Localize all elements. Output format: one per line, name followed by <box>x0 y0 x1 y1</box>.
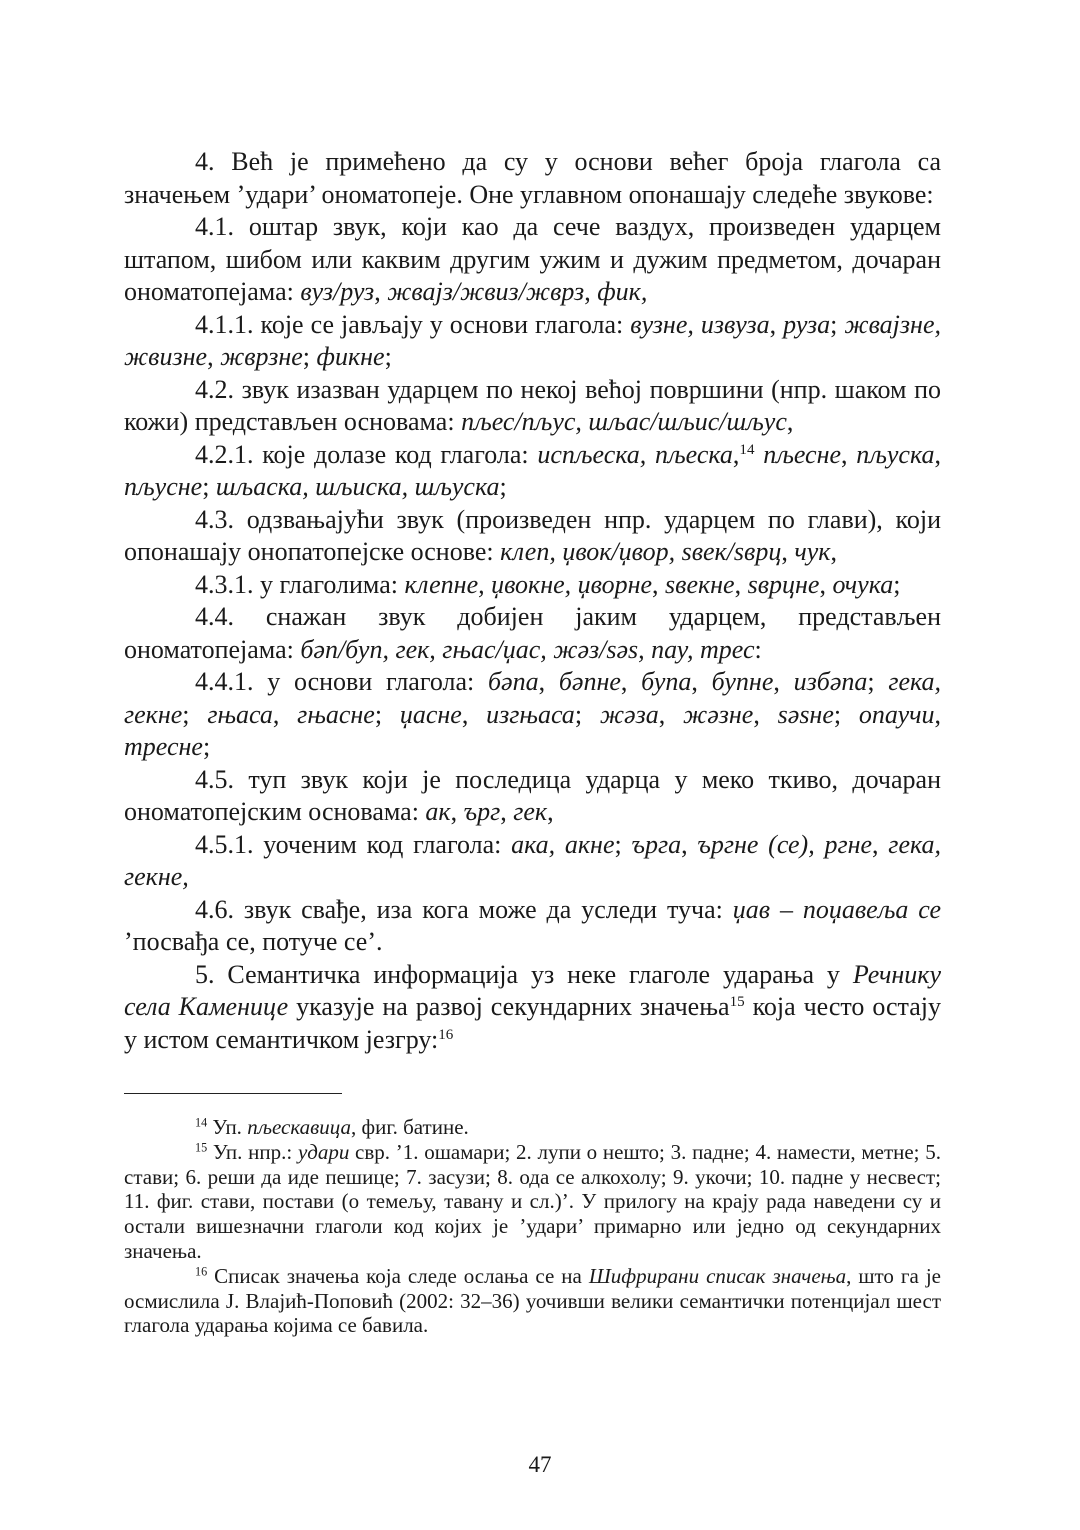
italic-term: гњасне <box>297 699 375 729</box>
text-run: , <box>691 667 712 696</box>
italic-term: фикне <box>316 342 385 371</box>
italic-term: Шифрирани списак значења <box>588 1263 847 1288</box>
italic-term: руза <box>783 309 831 339</box>
text-run: 4.5.1. уоченим код глагола: <box>195 829 512 859</box>
italic-term: пљусне <box>124 472 203 501</box>
footnote-ref: 15 <box>729 993 745 1010</box>
italic-term: ѕәѕне <box>777 699 834 729</box>
text-run: ; <box>867 667 889 696</box>
italic-term: очука <box>832 569 894 599</box>
paragraph <box>124 764 941 829</box>
text-run: , <box>753 699 778 729</box>
italic-term: пљуска <box>856 439 935 469</box>
text-run: 4.1.1. које се јављају у основи глагола: <box>195 309 631 339</box>
paragraph <box>124 439 941 504</box>
paragraph <box>124 146 941 211</box>
text-run: , <box>658 699 684 729</box>
text-run: , <box>786 407 794 436</box>
italic-term: удари <box>297 1139 350 1164</box>
italic-term: гњаса <box>207 699 273 729</box>
text-run: која често остају у истом семантичком језгру: <box>124 992 941 1054</box>
italic-term: чук <box>794 537 831 566</box>
italic-term: ака, акне <box>511 829 615 859</box>
italic-term: ѕвекне <box>665 569 735 599</box>
italic-term: тресне <box>124 732 203 761</box>
text-run: 4.2. звук изазван ударцем по некој већој површини (нпр. шаком по кожи) представљен основама: <box>124 374 941 436</box>
text-run: ; <box>833 699 859 729</box>
text-run: 4.4. снажан звук добијен јаким ударцем, представљен ономатопејама: <box>124 602 941 664</box>
paragraph <box>124 829 941 894</box>
text-run: , <box>620 667 642 696</box>
paragraph <box>124 211 941 309</box>
text-run: , <box>781 537 795 566</box>
italic-term: жәзне <box>683 699 754 729</box>
footnote-ref: 15 <box>195 1140 208 1155</box>
italic-term: пљес/пљус, шљас/шљис/шљус <box>461 407 787 436</box>
text-run: , <box>207 342 221 371</box>
footnote <box>124 1140 941 1264</box>
text-run: , <box>652 569 666 599</box>
text-run: ; <box>499 472 507 501</box>
text-run: , <box>272 699 298 729</box>
paragraph <box>124 894 941 959</box>
paragraph <box>124 504 941 569</box>
italic-term: гека, гекне <box>124 667 942 729</box>
italic-term: џав – поџавеља се <box>732 894 941 924</box>
footnotes <box>124 1115 941 1338</box>
text-run: , фиг. батине. <box>351 1115 469 1139</box>
page-number: 47 <box>528 1452 552 1477</box>
text-run: 5. Семантичка информација уз неке глаголе ударања у <box>195 959 853 989</box>
footnote <box>124 1115 941 1140</box>
text-run: Списак значења која следе ослања се на <box>207 1263 589 1288</box>
text-run: , <box>819 569 833 599</box>
footnote-ref: 14 <box>195 1115 208 1130</box>
italic-term: бәп/буп, гек, гњас/џас, жәз/ѕәѕ, пау, трес <box>300 634 755 664</box>
text-run: ; <box>384 342 392 371</box>
text-run: , <box>734 569 748 599</box>
text-run: , <box>934 699 942 729</box>
italic-term: пљескавица <box>247 1115 351 1139</box>
text-run: , <box>934 439 941 469</box>
paragraph <box>124 959 941 1057</box>
footnote-separator <box>124 1093 342 1094</box>
text-run: 4.4.1. у основи глагола: <box>195 667 488 696</box>
italic-term: жврзне <box>220 342 303 371</box>
italic-term: ъргне (се), ргне <box>697 829 873 859</box>
text-run: ; <box>830 309 845 339</box>
italic-term: вуз/руз <box>300 277 375 306</box>
italic-term: ърг <box>463 797 501 826</box>
italic-term: клеп, џвок/џвор, ѕвек/ѕврц <box>500 537 782 566</box>
italic-term: жвајзне, жвизне <box>124 309 941 371</box>
footnote-ref: 16 <box>195 1264 208 1279</box>
text-run: , <box>872 829 889 859</box>
paragraph <box>124 601 941 666</box>
text-run: указује на развој секундарних значења <box>288 992 730 1021</box>
text-run: ; <box>202 732 211 761</box>
text-run: , <box>547 797 554 826</box>
text-run: 4.3.1. у глаголима: <box>195 569 405 599</box>
text-run: , што га је осмислила Ј. Влајић-Поповић (2002: 32–36) уочивши велики семантички потенцијал шест глагола ударања којима се бавила. <box>124 1263 941 1338</box>
text-run: Уп. нпр.: <box>207 1139 298 1164</box>
text-run: 4.2.1. које долазе код глагола: <box>195 439 538 469</box>
italic-term: бәпа <box>487 667 539 696</box>
text-run: , <box>732 439 740 469</box>
italic-term: шљаска, шљиска, шљуска <box>215 472 500 501</box>
text-run: 4.6. звук свађе, иза кога може да уследи туча: <box>195 894 733 924</box>
text-run: ; <box>614 829 632 859</box>
text-run: 4.5. туп звук који је последица ударца у меко ткиво, дочаран ономатопејским основама: <box>124 764 941 826</box>
text-run: , <box>830 537 837 566</box>
italic-term: бупа <box>641 667 692 696</box>
text-run: ; <box>893 569 901 599</box>
text-run: , <box>681 829 698 859</box>
italic-term: жәза <box>599 699 659 729</box>
text-run: , <box>584 277 598 306</box>
text-run: ; <box>574 699 600 729</box>
footnote <box>124 1264 941 1338</box>
text-run: ; <box>374 699 400 729</box>
text-run: 4.1. оштар звук, који као да сече ваздух, произведен ударцем штапом, шибом или каквим другим ужим и дужим предметом, дочаран ономатопејама: <box>124 212 941 306</box>
text-run: ; <box>202 472 216 501</box>
italic-term: жвајз/жвиз/жврз <box>387 277 585 306</box>
italic-term: вузне, извуза <box>630 309 770 339</box>
text-run: , <box>450 797 464 826</box>
text-run: , <box>769 309 784 339</box>
footnote-ref: 14 <box>739 441 755 458</box>
footnote-ref: 16 <box>438 1026 454 1043</box>
text-run: , <box>461 699 487 729</box>
paragraph <box>124 374 941 439</box>
text-run: , <box>374 277 388 306</box>
italic-term: клепне, џвокне, џворне <box>404 569 653 599</box>
italic-term: Речнику села Каменице <box>124 959 941 1021</box>
text-run <box>754 440 763 469</box>
text-run: 4.3. одзвањајући звук (произведен нпр. ударцем по глави), који опонашају онопатопејске основе: <box>124 504 941 566</box>
text-run: , <box>500 797 514 826</box>
italic-term: бупне <box>711 667 774 696</box>
text-run: ; <box>182 699 208 729</box>
italic-term: изгњаса <box>486 699 575 729</box>
text-run: 4. Већ је примећено да су у основи већег броја глагола са значењем ’удари’ ономатопеје. Оне углавном опонашају следеће звукове: <box>124 147 941 209</box>
italic-term: опаучи <box>858 699 935 729</box>
text-run: , <box>773 667 794 696</box>
italic-term: фик, <box>597 277 648 306</box>
italic-term: ак <box>425 797 451 826</box>
italic-term: гек <box>513 797 548 826</box>
paragraph <box>124 309 941 374</box>
italic-term: пљесне <box>763 439 842 469</box>
text-run: : <box>754 634 762 664</box>
text-run: свр. ’1. ошамари; 2. лупи о нешто; 3. падне; 4. намести, метне; 5. стави; 6. реши да иде пешице; 7. засузи; 8. ода се алкохолу; 9. укочи; 10. падне у несвест; 11. фиг. стави, постави (о темељу, тавану и сл.)’. У прилогу на крају рада наведени су и остали вишезначни глаголи код којих је ’удари’ примарно или једно од секундарних значења. <box>124 1139 941 1263</box>
paragraph <box>124 569 941 602</box>
italic-term: џасне <box>399 699 462 729</box>
italic-term: ѕврцне <box>747 569 820 599</box>
text-run: ; <box>302 342 317 371</box>
italic-term: гека, гекне, <box>124 829 941 891</box>
main-text <box>124 146 941 1056</box>
italic-term: избәпа <box>793 667 868 696</box>
text-run: ’посвађа се, потуче се’. <box>124 927 383 956</box>
paragraph <box>124 666 941 764</box>
text-run: , <box>841 439 857 469</box>
italic-term: испљеска, пљеска <box>537 439 733 469</box>
italic-term: ърга <box>631 829 682 859</box>
italic-term: бәпне <box>558 667 621 696</box>
text-run: , <box>538 667 559 696</box>
text-run: Уп. <box>207 1115 248 1139</box>
